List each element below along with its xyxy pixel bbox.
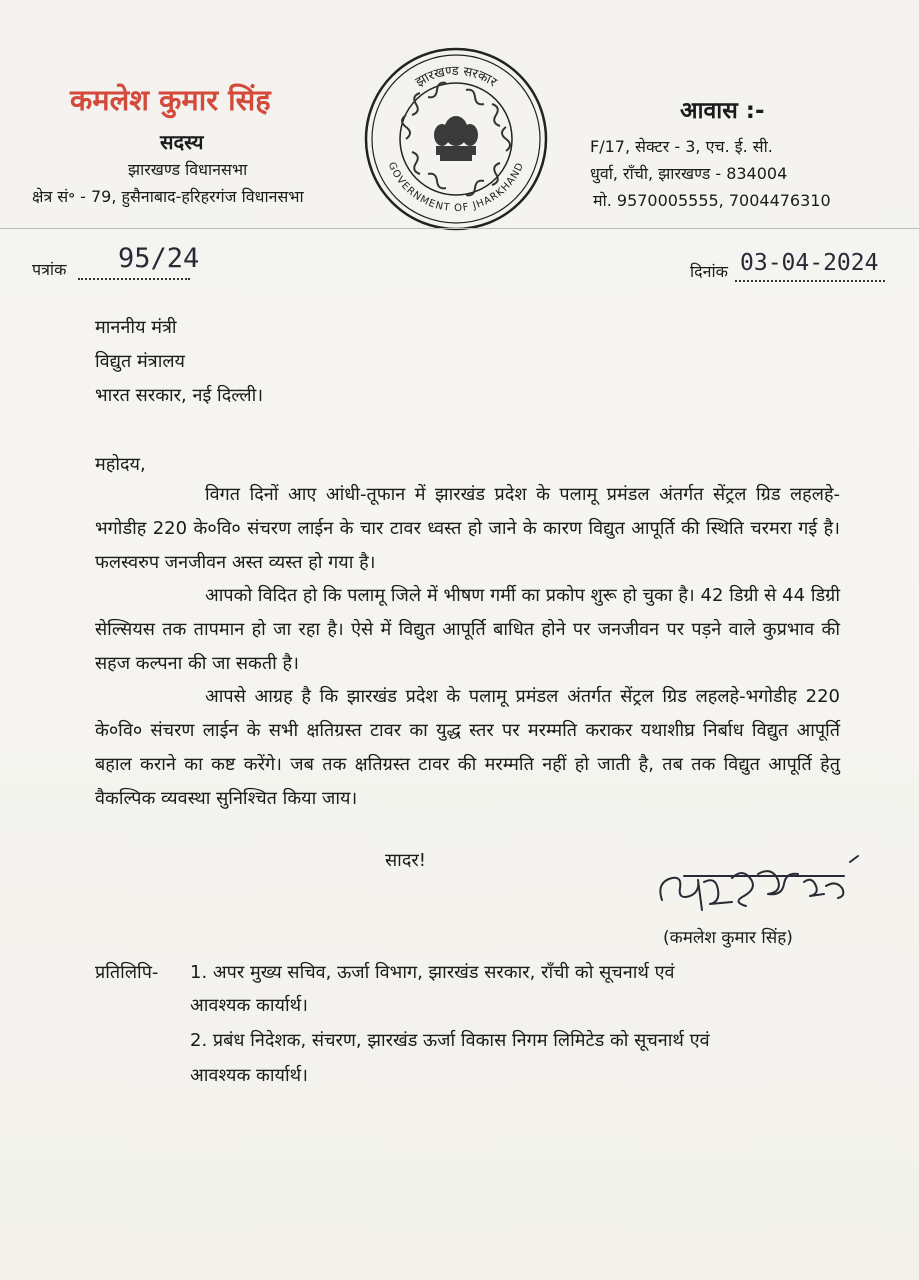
addressee-line-2: विद्युत मंत्रालय [95, 351, 185, 372]
body-paragraph-2: आपको विदित हो कि पलामू जिले में भीषण गर्मी का प्रकोप शुरू हो चुका है। 42 डिग्री से 44 डिग्री सेल्सियस तक तापमान हो जा रहा है। ऐसे में विद्युत आपूर्ति बाधित होने पर जनजीवन पर पड़ने वाले कुप्रभाव की सहज कल्पना की जा सकती है। [95, 585, 840, 674]
copy-item-2-cont: आवश्यक कार्यार्थ। [190, 1065, 308, 1086]
phone-numbers: मो. 9570005555, 7004476310 [593, 191, 831, 210]
address-title: आवास :- [680, 98, 765, 124]
closing: सादर! [385, 850, 426, 871]
reference-label: पत्रांक [32, 260, 67, 279]
letter-date: 03-04-2024 [740, 250, 879, 276]
sender-role: सदस्य [160, 130, 204, 154]
signer-name: (कमलेश कुमार सिंह) [663, 928, 793, 948]
svg-text:GOVERNMENT OF JHARKHAND [386, 161, 527, 214]
svg-text:झारखण्ड सरकार [413, 64, 500, 91]
letterhead-divider [0, 228, 919, 229]
copy-label: प्रतिलिपि- [95, 962, 159, 983]
copy-item-1-cont: आवश्यक कार्यार्थ। [190, 995, 308, 1016]
sender-constituency: क्षेत्र सं॰ - 79, हुसैनाबाद-हरिहरगंज विधानसभा [32, 187, 304, 206]
salutation: महोदय, [95, 454, 146, 475]
address-line-2: धुर्वा, राँची, झारखण्ड - 834004 [590, 164, 788, 183]
body-paragraph-1: विगत दिनों आए आंधी-तूफान में झारखंड प्रदेश के पलामू प्रमंडल अंतर्गत सेंट्रल ग्रिड लहलहे-भगोडीह 220 के०वि० संचरण लाईन के चार टावर ध्वस्त हो जाने के कारण विद्युत आपूर्ति की स्थिति चरमरा गई है। फलस्वरुप जनजीवन अस्त व्यस्त हो गया है। [95, 484, 840, 573]
addressee-line-3: भारत सरकार, नई दिल्ली। [95, 385, 264, 406]
copy-item-2: 2. प्रबंध निदेशक, संचरण, झारखंड ऊर्जा विकास निगम लिमिटेड को सूचनार्थ एवं [190, 1030, 710, 1051]
sender-name: कमलेश कुमार सिंह [70, 83, 271, 117]
address-line-1: F/17, सेक्टर - 3, एच. ई. सी. [590, 137, 773, 156]
date-label: दिनांक [690, 262, 728, 281]
reference-number: 95/24 [118, 243, 200, 274]
seal-bottom-text: GOVERNMENT OF JHARKHAND [385, 160, 527, 215]
addressee-line-1: माननीय मंत्री [95, 317, 177, 338]
sender-assembly: झारखण्ड विधानसभा [128, 160, 248, 179]
body-paragraph-3: आपसे आग्रह है कि झारखंड प्रदेश के पलामू प्रमंडल अंतर्गत सेंट्रल ग्रिड लहलहे-भगोडीह 220 के०वि० संचरण लाईन के सभी क्षतिग्रस्त टावर का युद्ध स्तर पर मरम्मति कराकर यथाशीघ्र निर्बाध विद्युत आपूर्ति बहाल कराने का कष्ट करेंगे। जब तक क्षतिग्रस्त टावर की मरम्मति नहीं हो जाती है, तब तक विद्युत आपूर्ति हेतु वैकल्पिक व्यवस्था सुनिश्चित किया जाय। [95, 686, 840, 809]
copy-item-1: 1. अपर मुख्य सचिव, ऊर्जा विभाग, झारखंड सरकार, राँची को सूचनार्थ एवं [190, 962, 675, 983]
government-seal [362, 45, 550, 233]
handwritten-signature [654, 852, 874, 932]
seal-top-text: झारखण्ड सरकार [413, 63, 500, 91]
